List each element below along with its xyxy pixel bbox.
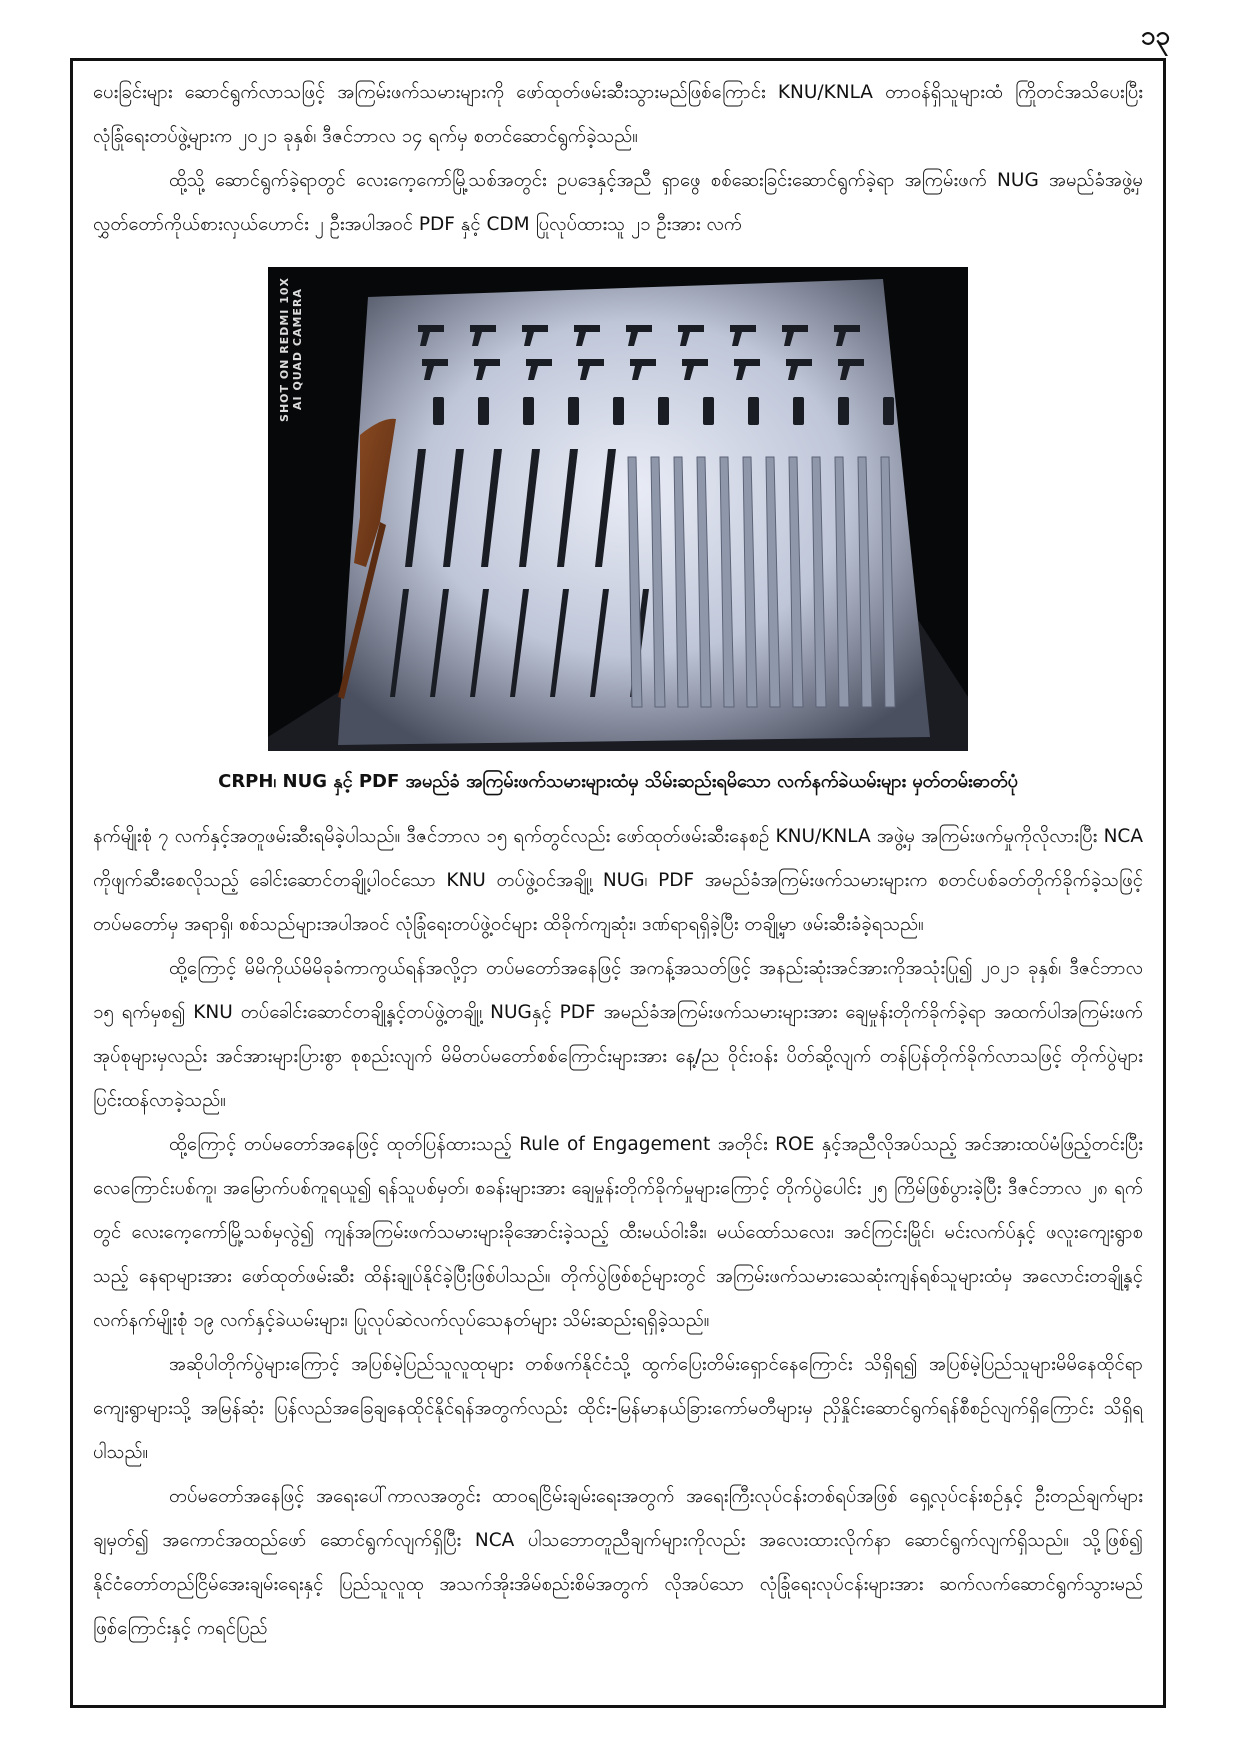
paragraph: တပ်မတော်အနေဖြင့် အရေးပေါ်ကာလအတွင်း ထာဝရငြိမ်းချမ်းရေးအတွက် အရေးကြီးလုပ်ငန်းတစ်ရပ်အဖြစ် ရှေ့လုပ်ငန်းစဉ်နှင့် ဦးတည်ချက်များချမှတ်၍ အကောင်အထည်ဖော် ဆောင်ရွက်လျက်ရှိပြီး NCA ပါသဘောတူညီချက်များကိုလည်း အလေးထားလိုက်နာ ဆောင်ရွက်လျက်ရှိသည်။ သို့ဖြစ်၍ နိုင်ငံတော်တည်ငြိမ်အေးချမ်းရေးနှင့် ပြည်သူလူထု အသက်အိုးအိမ်စည်းစိမ်အတွက် လိုအပ်သော လုံခြုံရေးလုပ်ငန်းများအား ဆက်လက်ဆောင်ရွက်သွားမည်ဖြစ်ကြောင်းနှင့် ကရင်ပြည်	[93, 1486, 1143, 1639]
magazine-item	[838, 397, 849, 425]
page-number: ၁၃	[1140, 21, 1170, 51]
watermark-line-1: SHOT ON REDMI 10X	[278, 277, 291, 422]
photo-caption: CRPH၊ NUG နှင့် PDF အမည်ခံ အကြမ်းဖက်သမားများထံမှ သိမ်းဆည်းရမိသော လက်နက်ခဲယမ်းများ မှတ်တမ်းဓာတ်ပုံ	[218, 771, 1018, 792]
watermark-line-2: AI QUAD CAMERA	[291, 288, 304, 411]
magazine-item	[433, 397, 444, 425]
magazine-item	[568, 397, 579, 425]
weapons-photo-illustration	[268, 267, 968, 751]
paragraph: ပေးခြင်းများ ဆောင်ရွက်လာသဖြင့် အကြမ်းဖက်သမားများကို ဖော်ထုတ်ဖမ်းဆီးသွားမည်ဖြစ်ကြောင်း KNU/KNLA တာဝန်ရှိသူများထံ ကြိုတင်အသိပေးပြီး လုံခြုံရေးတပ်ဖွဲ့များက ၂၀၂၁ ခုနှစ်၊ ဒီဇင်ဘာလ ၁၄ ရက်မှ စတင်ဆောင်ရွက်ခဲ့သည်။	[93, 82, 1143, 147]
magazine-item	[883, 397, 894, 425]
magazine-item	[523, 397, 534, 425]
magazine-item	[793, 397, 804, 425]
paragraph: အဆိုပါတိုက်ပွဲများကြောင့် အပြစ်မဲ့ပြည်သူလူထုများ တစ်ဖက်နိုင်ငံသို့ ထွက်ပြေးတိမ်းရှောင်နေကြောင်း သိရှိရ၍ အပြစ်မဲ့ပြည်သူများမိမိနေထိုင်ရာကျေးရွာများသို့ အမြန်ဆုံး ပြန်လည်အခြေချနေထိုင်နိုင်ရန်အတွက်လည်း ထိုင်း-မြန်မာနယ်ခြားကော်မတီများမှ ညှိနှိုင်းဆောင်ရွက်ရန်စီစဉ်လျက်ရှိကြောင်း သိရှိရပါသည်။	[93, 1354, 1143, 1463]
content-frame	[70, 58, 1166, 1708]
magazine-item	[478, 397, 489, 425]
magazine-item	[703, 397, 714, 425]
paragraph: နက်မျိုးစုံ ၇ လက်နှင့်အတူဖမ်းဆီးရမိခဲ့ပါသည်။ ဒီဇင်ဘာလ ၁၅ ရက်တွင်လည်း ဖော်ထုတ်ဖမ်းဆီးနေစဉ် KNU/KNLA အဖွဲ့မှ အကြမ်းဖက်မှုကိုလိုလားပြီး NCA ကိုဖျက်ဆီးစေလိုသည့် ခေါင်းဆောင်တချို့ပါဝင်သော KNU တပ်ဖွဲ့ဝင်အချို့၊ NUG၊ PDF အမည်ခံအကြမ်းဖက်သမားများက စတင်ပစ်ခတ်တိုက်ခိုက်ခဲ့သဖြင့် တပ်မတော်မှ အရာရှိ၊ စစ်သည်များအပါအဝင် လုံခြုံရေးတပ်ဖွဲ့ဝင်များ ထိခိုက်ကျဆုံး၊ ဒဏ်ရာရရှိခဲ့ပြီး တချို့မှာ ဖမ်းဆီးခံခဲ့ရသည်။	[93, 826, 1143, 935]
weapons-photo	[268, 267, 968, 751]
photo-container	[93, 267, 1143, 755]
paragraph: ထို့သို့ ဆောင်ရွက်ခဲ့ရာတွင် လေးကေ့ကော်မြို့သစ်အတွင်း ဥပဒေနှင့်အညီ ရှာဖွေ စစ်ဆေးခြင်းဆောင်ရွက်ခဲ့ရာ အကြမ်းဖက် NUG အမည်ခံအဖွဲ့မှ လွှတ်တော်ကိုယ်စားလှယ်ဟောင်း ၂ ဦးအပါအဝင် PDF နှင့် CDM ပြုလုပ်ထားသူ ၂၁ ဦးအား လက်	[93, 170, 1143, 235]
magazine-item	[748, 397, 759, 425]
magazine-item	[613, 397, 624, 425]
paragraph: ထို့ကြောင့် တပ်မတော်အနေဖြင့် ထုတ်ပြန်ထားသည့် Rule of Engagement အတိုင်း ROE နှင့်အညီလိုအပ်သည့် အင်အားထပ်မံဖြည့်တင်းပြီး လေကြောင်းပစ်ကူ၊ အမြောက်ပစ်ကူရယူ၍ ရန်သူပစ်မှတ်၊ စခန်းများအား ချေမှုန်းတိုက်ခိုက်မှုများကြောင့် တိုက်ပွဲပေါင်း ၂၅ ကြိမ်ဖြစ်ပွားခဲ့ပြီး ဒီဇင်ဘာလ ၂၈ ရက်တွင် လေးကေ့ကော်မြို့သစ်မှလွဲ၍ ကျန်အကြမ်းဖက်သမားများခိုအောင်းခဲ့သည့် ထီးမယ်ဝါးခီး၊ မယ်ထော်သလေး၊ အင်ကြင်းမြိုင်၊ မင်းလက်ပ်နှင့် ဖလူးကျေးရွာစသည့် နေရာများအား ဖော်ထုတ်ဖမ်းဆီး ထိန်းချုပ်နိုင်ခဲ့ပြီးဖြစ်ပါသည်။ တိုက်ပွဲဖြစ်စဉ်များတွင် အကြမ်းဖက်သမားသေဆုံးကျန်ရစ်သူများထံမှ အလောင်းတချို့နှင့် လက်နက်မျိုးစုံ ၁၉ လက်နှင့်ခဲယမ်းများ၊ ပြုလုပ်ဆဲလက်လုပ်သေနတ်များ သိမ်းဆည်းရရှိခဲ့သည်။	[93, 1134, 1143, 1331]
magazine-item	[658, 397, 669, 425]
paragraph: ထို့ကြောင့် မိမိကိုယ်မိမိခုခံကာကွယ်ရန်အလို့ငှာ တပ်မတော်အနေဖြင့် အကန့်အသတ်ဖြင့် အနည်းဆုံးအင်အားကိုအသုံးပြု၍ ၂၀၂၁ ခုနှစ်၊ ဒီဇင်ဘာလ ၁၅ ရက်မှစ၍ KNU တပ်ခေါင်းဆောင်တချို့နှင့်တပ်ဖွဲ့တချို့၊ NUGနှင့် PDF အမည်ခံအကြမ်းဖက်သမားများအား ချေမှုန်းတိုက်ခိုက်ခဲ့ရာ အထက်ပါအကြမ်းဖက်အုပ်စုများမှလည်း အင်အားများပြားစွာ စုစည်းလျက် မိမိတပ်မတော်စစ်ကြောင်းများအား နေ့/ည ဝိုင်းဝန်း ပိတ်ဆို့လျက် တန်ပြန်တိုက်ခိုက်လာသဖြင့် တိုက်ပွဲများ ပြင်းထန်လာခဲ့သည်။	[93, 958, 1143, 1111]
camera-watermark	[278, 277, 304, 422]
